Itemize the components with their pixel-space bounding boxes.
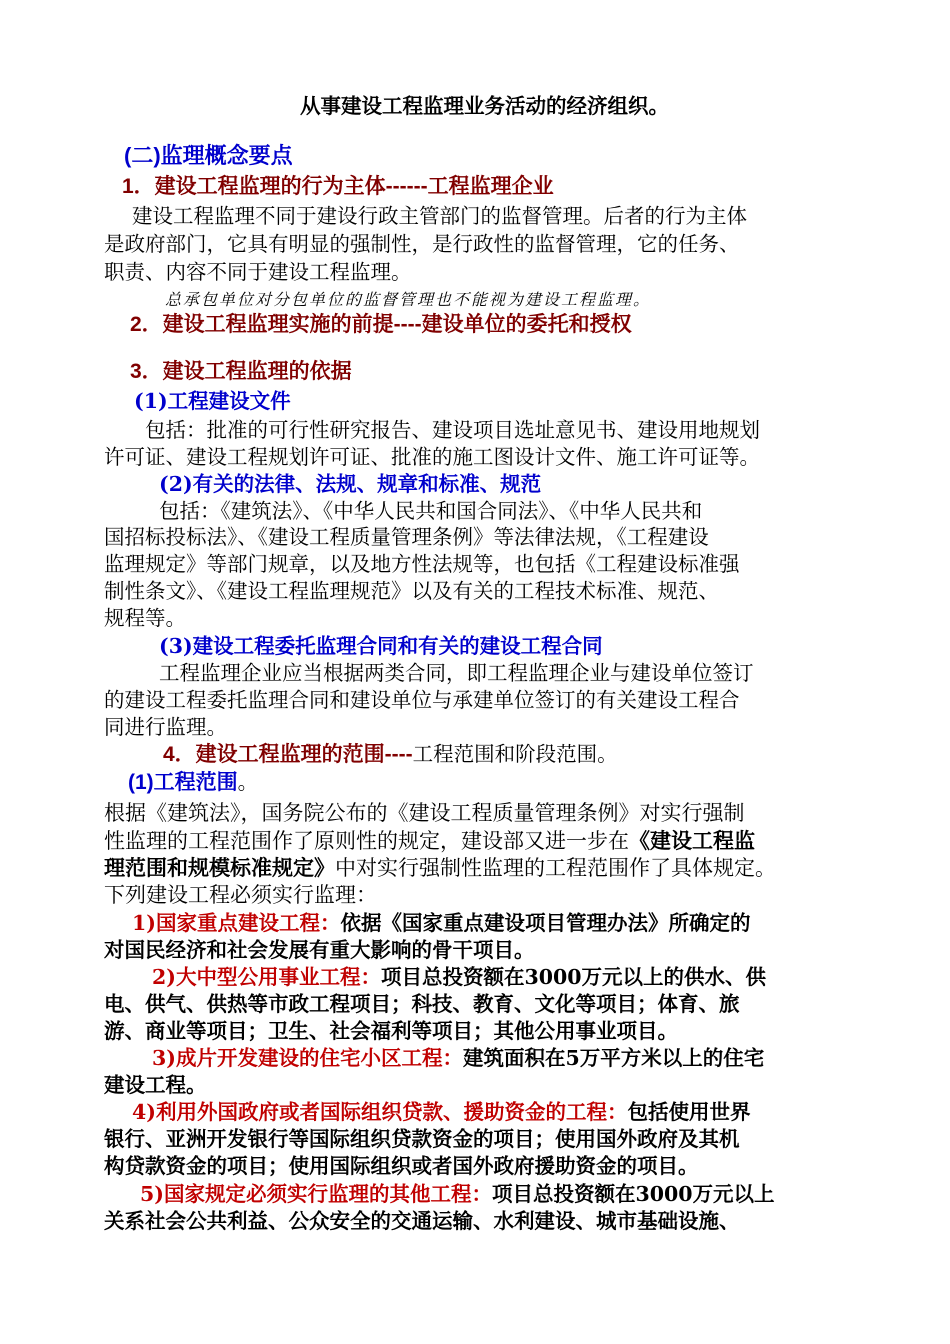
- point-4-body-text: 中对实行强制性监理的工程范围作了具体规定。: [335, 857, 776, 880]
- point-3-sub-1-body-line: 包括：批准的可行性研究报告、建设项目选址意见书、建设用地规划: [145, 418, 760, 442]
- list-item-1: [132, 909, 750, 937]
- point-2-heading: 2．建设工程监理实施的前提----建设单位的委托和授权: [130, 313, 632, 336]
- point-3-sub-1-body-line: 许可证、建设工程规划许可证、批准的施工图设计文件、施工许可证等。: [104, 445, 760, 469]
- point-3-sub-2-body-line: 规程等。: [104, 606, 186, 630]
- list-item-4-line: 银行、亚洲开发银行等国际组织贷款资金的项目；使用国外政府及其机: [104, 1127, 740, 1151]
- list-item-2-label: 2)大中型公用事业工程：: [152, 965, 381, 989]
- list-item-3-line: 建设工程。: [104, 1073, 207, 1097]
- list-item-3-text: 建筑面积在5万平方米以上的住宅: [462, 1046, 765, 1070]
- point-3-sub-3-title: (3)建设工程委托监理合同和有关的建设工程合同: [159, 634, 603, 658]
- list-item-5-text: 项目总投资额在3000万元以上: [491, 1182, 775, 1206]
- point-1-note: 总承包单位对分包单位的监督管理也不能视为建设工程监理。: [165, 290, 652, 309]
- point-4-sub-1-title: (1)工程范围: [128, 771, 238, 794]
- list-item-1-line: 对国民经济和社会发展有重大影响的骨干项目。: [104, 938, 535, 962]
- point-4-body-line: 下列建设工程必须实行监理：: [104, 884, 377, 907]
- point-4-body-line: [104, 855, 776, 883]
- point-3-sub-3-body-line: 工程监理企业应当根据两类合同，即工程监理企业与建设单位签订: [159, 661, 754, 685]
- point-4-body-emphasis: 《建设工程监: [629, 830, 755, 853]
- point-4-body-line: 根据《建筑法》，国务院公布的《建设工程质量管理条例》对实行强制: [104, 802, 745, 825]
- point-4-body-text: 性监理的工程范围作了原则性的规定，建设部又进一步在: [104, 830, 629, 853]
- list-item-1-label: 1)国家重点建设工程：: [132, 911, 341, 935]
- point-1-heading: 1．建设工程监理的行为主体------工程监理企业: [122, 175, 554, 198]
- point-3-sub-2-body-line: 国招标投标法》、《建设工程质量管理条例》等法律法规，《工程建设: [104, 525, 709, 549]
- point-3-sub-2-body-line: 监理规定》等部门规章，以及地方性法规等，也包括《工程建设标准强: [104, 552, 740, 576]
- list-item-4-text: 包括使用世界: [627, 1100, 751, 1124]
- list-item-3-label: 3)成片开发建设的住宅小区工程：: [152, 1046, 463, 1070]
- list-item-4-label: 4)利用外国政府或者国际组织贷款、援助资金的工程：: [132, 1100, 628, 1124]
- point-3-heading: 3．建设工程监理的依据: [130, 360, 352, 383]
- list-item-5-label: 5)国家规定必须实行监理的其他工程：: [140, 1182, 492, 1206]
- point-3-sub-2-title: (2)有关的法律、法规、规章和标准、规范: [159, 472, 542, 496]
- list-item-2-line: 电、供气、供热等市政工程项目；科技、教育、文化等项目；体育、旅: [104, 992, 740, 1016]
- point-3-sub-3-body-line: 的建设工程委托监理合同和建设单位与承建单位签订的有关建设工程合: [104, 688, 740, 712]
- list-item-2-line: 游、商业等项目；卫生、社会福利等项目；其他公用事业项目。: [104, 1019, 678, 1043]
- list-item-4-line: 构贷款资金的项目；使用国际组织或者国外政府援助资金的项目。: [104, 1154, 699, 1178]
- point-4-sub-1-tail: 。: [237, 771, 259, 794]
- list-item-3: [152, 1044, 764, 1072]
- list-item-2-text: 项目总投资额在3000万元以上的供水、供: [380, 965, 767, 989]
- point-4-sub-1-line: [128, 768, 258, 797]
- point-4-heading-line: [163, 740, 618, 769]
- point-4-heading-tail: 工程范围和阶段范围。: [412, 743, 618, 766]
- list-item-1-text: 依据《国家重点建设项目管理办法》所确定的: [340, 911, 751, 935]
- point-3-sub-1-title: (1)工程建设文件: [134, 389, 291, 413]
- point-3-sub-2-body-line: 包括：《建筑法》、《中华人民共和国合同法》、《中华人民共和: [159, 499, 703, 523]
- point-1-body-line: 建设工程监理不同于建设行政主管部门的监督管理。后者的行为主体: [132, 204, 747, 228]
- point-4-body-emphasis: 理范围和规模标准规定》: [104, 857, 335, 880]
- point-3-sub-3-body-line: 同进行监理。: [104, 715, 227, 739]
- section-heading: (二)监理概念要点: [124, 143, 293, 168]
- intro-line: 从事建设工程监理业务活动的经济组织。: [300, 94, 669, 118]
- list-item-5-line: 关系社会公共利益、公众安全的交通运输、水利建设、城市基础设施、: [104, 1209, 740, 1233]
- point-3-sub-2-body-line: 制性条文》、《建设工程监理规范》以及有关的工程技术标准、规范、: [104, 579, 719, 603]
- point-1-body-line: 职责、内容不同于建设工程监理。: [104, 260, 412, 284]
- point-4-body-line: [104, 828, 755, 856]
- point-1-body-line: 是政府部门，它具有明显的强制性，是行政性的监督管理，它的任务、: [104, 232, 740, 256]
- list-item-2: [152, 963, 766, 991]
- list-item-4: [132, 1098, 750, 1126]
- point-4-heading: 4．建设工程监理的范围----: [163, 743, 413, 766]
- list-item-5: [140, 1180, 775, 1208]
